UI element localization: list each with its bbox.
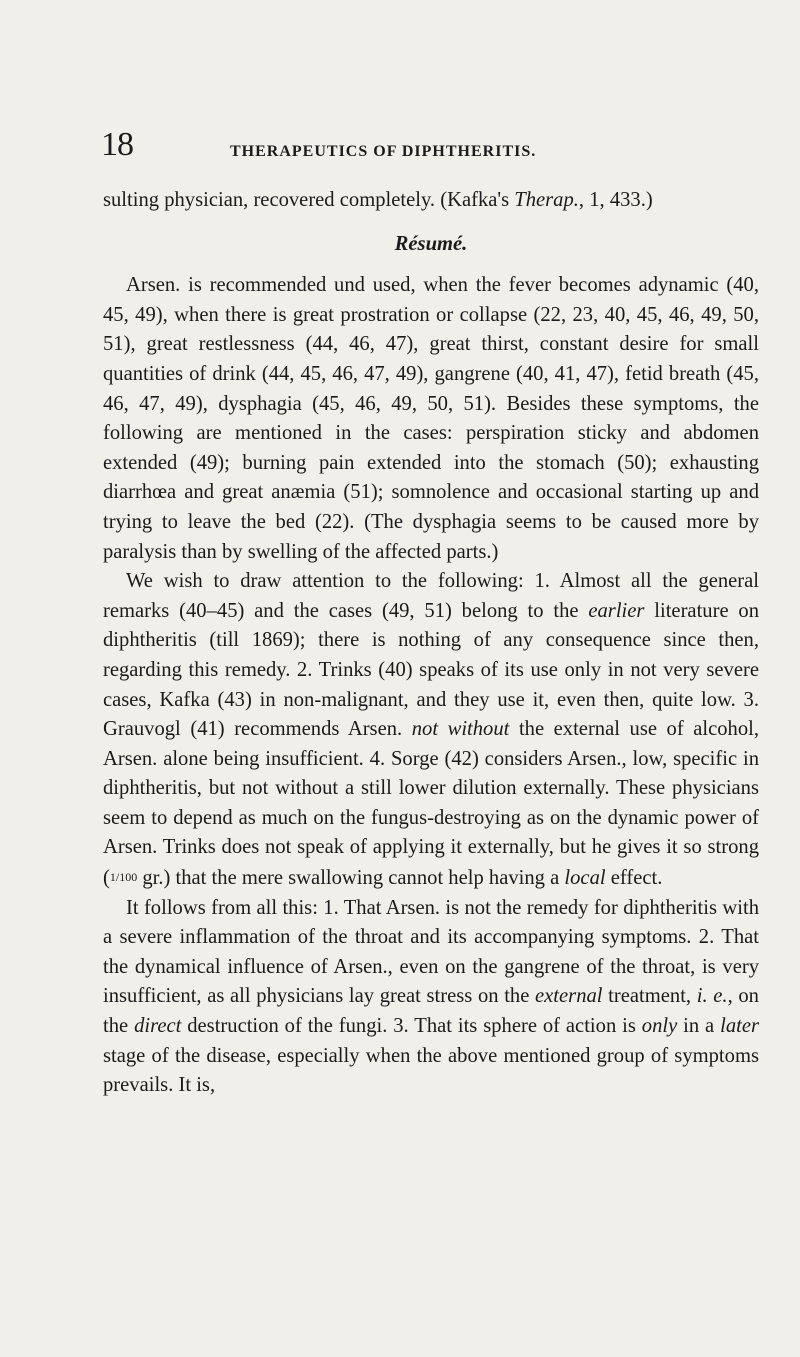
page-body (103, 186, 759, 1101)
text-run: It follows from all this: 1. That Arsen. is not the remedy for diphtheritis with a severe inflammation of the throat and its accompanying symptoms. 2. That the dynamical influence of Arsen., even on the gangrene of the throat, is very insufficient, as all physicians lay great stress on the (103, 896, 759, 1008)
text-run: We wish to draw attention to the following: 1. Almost all the general remarks (40–45) and the cases (49, 51) belong to the (103, 570, 759, 622)
text-run: effect. (605, 867, 663, 890)
italic-text: Therap. (514, 189, 579, 211)
text-run: destruction of the fungi. 3. That its sphere of action is (181, 1015, 642, 1038)
paragraph-conclusions (103, 894, 759, 1101)
italic-text: direct (134, 1015, 182, 1038)
italic-text: later (720, 1015, 759, 1038)
section-heading: Résumé. (394, 232, 468, 255)
text-run: sulting physician, recovered completely. (Kafka's (103, 189, 515, 211)
running-title: THERAPEUTICS OF DIPHTHERITIS. (230, 143, 537, 160)
dose-fraction: 1/100 (109, 870, 138, 885)
paragraph-remarks (103, 567, 759, 894)
italic-text: not without (411, 718, 510, 741)
text-run: literature on diphtheritis (till 1869); there is nothing of any consequence since then, regarding this remedy. 2. Trinks (40) speaks of its use only in not very severe cases, Kafka (43) in non-malignant, and they use it, even then, quite low. 3. Grauvogl (41) recommends Arsen. (103, 599, 759, 741)
italic-text: local (564, 867, 606, 890)
paragraph-continuation (103, 186, 759, 216)
page-number: 18 (101, 126, 133, 163)
text-run: in a (677, 1015, 721, 1038)
italic-text: earlier (588, 599, 645, 622)
text-run: , on the (103, 985, 759, 1038)
text-run: stage of the disease, especially when the above mentioned group of symptoms prevails. It is, (103, 1044, 759, 1097)
italic-text: external (535, 985, 603, 1008)
text-run: , 1, 433.) (578, 189, 653, 211)
text-run: gr.) that the mere swallowing cannot help having a (137, 867, 565, 890)
italic-text: only (641, 1015, 678, 1038)
text-run: the external use of alcohol, Arsen. alone being insufficient. 4. Sorge (42) considers Arsen., low, specific in diphtheritis, but not without a still lower dilution externally. These physicians seem to depend as much on the fungus-destroying as on the dynamic power of Arsen. Trinks does not speak of applying it externally, but he gives it so strong ( (103, 718, 759, 890)
text-run: treatment, (602, 985, 697, 1008)
paragraph-resume: Arsen. is recommended und used, when the fever becomes adynamic (40, 45, 49), when there is great prostration or collapse (22, 23, 40, 45, 46, 49, 50, 51), great restlessness (44, 46, 47), great thirst, constant desire for small quantities of drink (44, 45, 46, 47, 49), gangrene (40, 41, 47), fetid breath (45, 46, 47, 49), dysphagia (45, 46, 49, 50, 51). Besides these symptoms, the following are mentioned in the cases: perspiration sticky and abdomen extended (49); burning pain extended into the stomach (50); exhausting diarrhœa and great anæmia (51); somnolence and occasional starting up and trying to leave the bed (22). (The dysphagia seems to be caused more by paralysis than by swelling of the affected parts.) (103, 274, 759, 563)
italic-text: i. e. (696, 985, 728, 1008)
